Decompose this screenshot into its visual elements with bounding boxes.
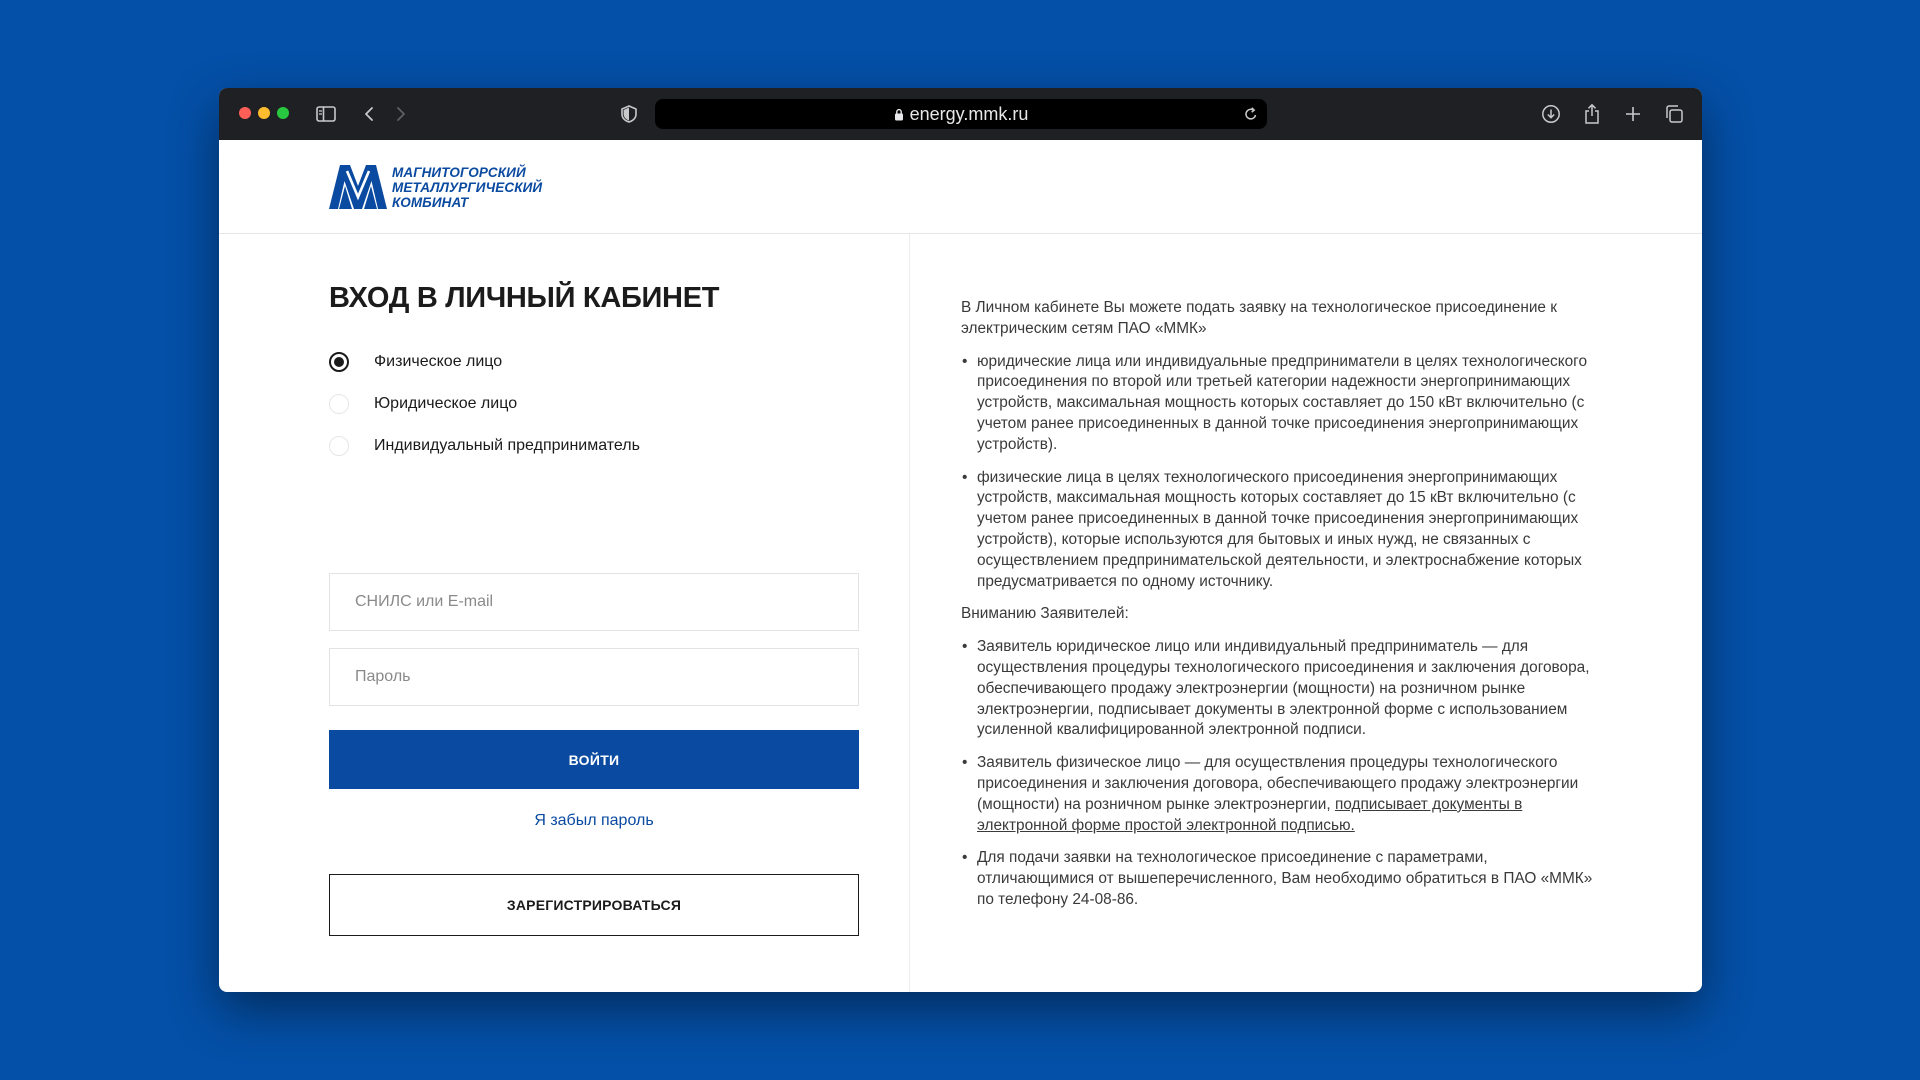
- radio-entrepreneur[interactable]: [329, 436, 349, 456]
- privacy-shield-icon[interactable]: [617, 102, 641, 126]
- mmk-logo[interactable]: [329, 164, 542, 210]
- column-divider: [909, 234, 910, 992]
- info-list-eligible: [961, 352, 1601, 593]
- login-title: ВХОД В ЛИЧНЫЙ КАБИНЕТ: [329, 282, 720, 314]
- browser-window: [219, 88, 1702, 992]
- option-label: Индивидуальный предприниматель: [374, 437, 640, 454]
- list-item-text: Заявитель физическое лицо — для осуществления процедуры технологического присоединения и заключения договора, обеспечивающего продажу электроэнергии (мощности) на розничном рынке электроэнергии,: [977, 754, 1579, 813]
- info-panel: [961, 298, 1601, 911]
- close-window-button[interactable]: [239, 107, 251, 119]
- forgot-password-link[interactable]: Я забыл пароль: [534, 812, 654, 829]
- list-item: • юридические лица или индивидуальные предприниматели в целях технологического присоединения по второй или третьей категории надежности энергопринимающих устройств, максимальная мощность которых составляет до 150 кВт включительно (с учетом ранее присоединенных в данной точке присоединения энергопринимающих устройств).: [961, 352, 1601, 456]
- logo-line: МЕТАЛЛУРГИЧЕСКИЙ: [392, 179, 543, 195]
- register-button[interactable]: ЗАРЕГИСТРИРОВАТЬСЯ: [329, 874, 859, 936]
- zoom-window-button[interactable]: [277, 107, 289, 119]
- notice-heading: Вниманию Заявителей:: [961, 605, 1129, 623]
- sidebar-toggle-icon[interactable]: [314, 102, 338, 126]
- logo-line: МАГНИТОГОРСКИЙ: [392, 164, 526, 180]
- logo-wordmark: [392, 165, 542, 210]
- new-tab-plus-icon[interactable]: [1621, 102, 1645, 126]
- radio-individual[interactable]: [329, 352, 349, 372]
- tab-overview-icon[interactable]: [1662, 102, 1686, 126]
- simple-signature-link[interactable]: подписывает документы в электронной форме простой электронной подписью.: [977, 795, 1523, 834]
- minimize-window-button[interactable]: [258, 107, 270, 119]
- forward-arrow-icon[interactable]: [389, 102, 413, 126]
- option-individual[interactable]: [329, 350, 502, 374]
- address-url: energy.mmk.ru: [909, 103, 1029, 124]
- login-button[interactable]: ВОЙТИ: [329, 730, 859, 789]
- list-item: • физические лица в целях технологического присоединения энергопринимающих устройств, максимальная мощность которых составляет до 15 кВт включительно (с учетом ранее присоединенных в данной точке присоединения энергопринимающих устройств), которые используются для бытовых и иных нужд, не связанных с осуществлением предпринимательской деятельности, и электроснабжение которых предусматривается по одному источнику.: [961, 468, 1601, 593]
- login-input[interactable]: [329, 573, 859, 631]
- option-legal-entity[interactable]: [329, 392, 517, 416]
- radio-legal-entity[interactable]: [329, 394, 349, 414]
- option-label: Физическое лицо: [374, 353, 503, 370]
- info-list-notice: [961, 637, 1601, 911]
- lock-icon: [894, 108, 904, 121]
- downloads-icon[interactable]: [1539, 102, 1563, 126]
- share-icon[interactable]: [1580, 102, 1604, 126]
- address-bar[interactable]: [655, 99, 1267, 129]
- list-item: [961, 753, 1601, 836]
- password-input[interactable]: [329, 648, 859, 706]
- list-item: • Для подачи заявки на технологическое присоединение с параметрами, отличающимися от вышеперечисленного, Вам необходимо обратиться в ПАО «ММК» по телефону 24-08-86.: [961, 848, 1601, 910]
- site-header: [219, 140, 1702, 234]
- browser-toolbar: [219, 88, 1702, 140]
- list-item: • Заявитель юридическое лицо или индивидуальный предприниматель — для осуществления процедуры технологического присоединения и заключения договора, обеспечивающего продажу электроэнергии (мощности) на розничном рынке электроэнергии, подписывает документы в электронной форме с использованием усиленной квалифицированной электронной подписи.: [961, 637, 1601, 741]
- reload-icon[interactable]: [1243, 105, 1259, 128]
- option-label: Юридическое лицо: [374, 395, 518, 412]
- info-intro: В Личном кабинете Вы можете подать заявку на технологическое присоединение к электрическим сетям ПАО «ММК»: [961, 299, 1557, 337]
- option-entrepreneur[interactable]: [329, 434, 640, 458]
- mmk-logo-icon: [329, 164, 387, 210]
- logo-line: КОМБИНАТ: [392, 194, 469, 210]
- back-arrow-icon[interactable]: [357, 102, 381, 126]
